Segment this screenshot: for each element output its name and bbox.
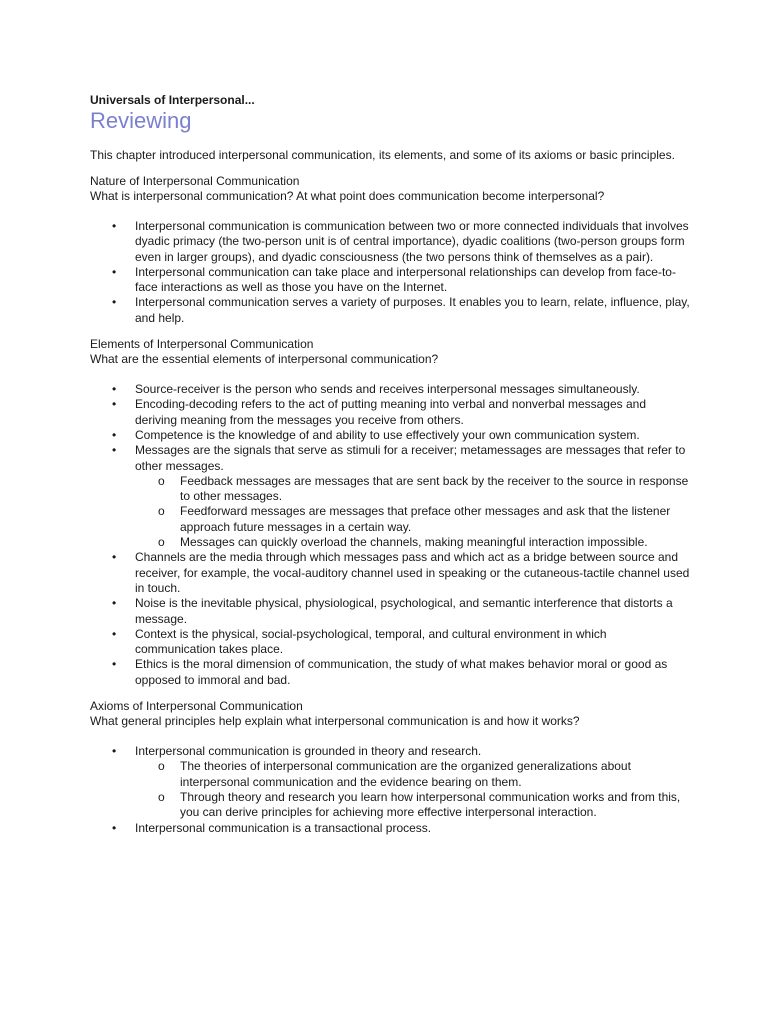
bullet-item (90, 550, 690, 596)
bullet-dot-icon: • (112, 744, 117, 759)
bullet-item (90, 397, 690, 428)
section-question: What are the essential elements of interpersonal communication? (90, 352, 439, 367)
bullet-dot-icon: • (112, 550, 117, 565)
bullet-item (90, 295, 690, 326)
bullet-text: Channels are the media through which messages pass and which act as a bridge between source and receiver, for example, the vocal-auditory channel used in speaking or the cutaneous-tactile channel used in touch. (135, 550, 690, 595)
sub-bullet-item (135, 474, 690, 505)
sub-bullet-list (135, 759, 690, 820)
bullet-item (90, 821, 690, 836)
sub-bullet-text: Feedforward messages are messages that preface other messages and ask that the listener approach future messages in a certain way. (180, 504, 671, 534)
sub-bullet-circle-icon: o (158, 473, 165, 488)
bullet-item (90, 219, 690, 265)
bullet-text: Context is the physical, social-psychological, temporal, and cultural environment in which communication takes place. (135, 626, 607, 657)
section-title: Axioms of Interpersonal Communication (90, 699, 303, 714)
sub-bullet-list (135, 474, 690, 550)
sub-bullet-circle-icon: o (158, 789, 165, 804)
bullet-text: Interpersonal communication is grounded in theory and research. (135, 744, 482, 759)
bullet-text: Interpersonal communication can take place and interpersonal relationships can develop from face-to-face interactions as well as those you have on the Internet. (135, 264, 676, 295)
bullet-dot-icon: • (112, 443, 117, 458)
bullet-list (90, 382, 690, 688)
bullet-text: Competence is the knowledge of and ability to use effectively your own communication system. (135, 427, 640, 442)
section-question: What general principles help explain what interpersonal communication is and how it works? (90, 714, 580, 729)
bullet-dot-icon: • (112, 397, 117, 412)
bullet-dot-icon: • (112, 596, 117, 611)
bullet-item (90, 443, 690, 550)
sub-bullet-item (135, 790, 690, 821)
bullet-dot-icon: • (112, 264, 117, 279)
sections-container (90, 174, 690, 836)
bullet-text: Source-receiver is the person who sends and receives interpersonal messages simultaneously. (135, 382, 640, 397)
bullet-text: Encoding-decoding refers to the act of putting meaning into verbal and nonverbal messages and deriving meaning from the messages you receive from others. (135, 397, 646, 427)
chapter-heading: Reviewing (90, 108, 192, 133)
bullet-item (90, 265, 690, 296)
section (90, 699, 690, 836)
sub-bullet-text: Feedback messages are messages that are sent back by the receiver to the source in response to other messages. (180, 473, 689, 504)
intro-paragraph: This chapter introduced interpersonal communication, its elements, and some of its axioms or basic principles. (90, 148, 675, 162)
bullet-dot-icon: • (112, 657, 117, 672)
bullet-list (90, 219, 690, 326)
sub-bullet-text: Messages can quickly overload the channels, making meaningful interaction impossible. (180, 535, 648, 550)
sub-bullet-text: Through theory and research you learn how interpersonal communication works and from this, you can derive principles for achieving more effective interpersonal interaction. (180, 789, 681, 820)
bullet-text: Messages are the signals that serve as stimuli for a receiver; metamessages are messages that refer to other messages. (135, 443, 686, 473)
bullet-dot-icon: • (112, 382, 117, 397)
bullet-item (90, 657, 690, 688)
document-content (90, 93, 690, 847)
sub-bullet-circle-icon: o (158, 759, 165, 774)
section-title: Nature of Interpersonal Communication (90, 174, 300, 188)
bullet-dot-icon: • (112, 626, 117, 641)
bullet-text: Interpersonal communication is communication between two or more connected individuals that involves dyadic primacy (the two-person unit is of central importance), dyadic coalitions (two-person groups form even in larger groups), and dyadic consciousness (the two persons think of themselves as a pair). (135, 219, 689, 264)
bullet-item (90, 627, 690, 658)
sub-bullet-item (135, 535, 690, 550)
bullet-item (90, 744, 690, 820)
bullet-text: Interpersonal communication serves a variety of purposes. It enables you to learn, relate, influence, play, and help. (135, 295, 690, 325)
sub-bullet-circle-icon: o (158, 504, 165, 519)
section-title: Elements of Interpersonal Communication (90, 337, 314, 352)
section (90, 337, 690, 688)
bullet-dot-icon: • (112, 820, 117, 835)
bullet-text: Interpersonal communication is a transactional process. (135, 820, 432, 835)
section-question: What is interpersonal communication? At what point does communication become interpersonal? (90, 189, 605, 203)
sub-bullet-item (135, 759, 690, 790)
bullet-item (90, 596, 690, 627)
section (90, 174, 690, 326)
document-title: Universals of Interpersonal... (90, 93, 255, 107)
bullet-dot-icon: • (112, 219, 117, 233)
bullet-text: Ethics is the moral dimension of communication, the study of what makes behavior moral or good as opposed to immoral and bad. (135, 657, 668, 687)
bullet-item (90, 428, 690, 443)
bullet-text: Noise is the inevitable physical, physiological, psychological, and semantic interference that distorts a message. (135, 596, 673, 626)
bullet-dot-icon: • (112, 295, 117, 310)
bullet-dot-icon: • (112, 427, 117, 442)
bullet-list (90, 744, 690, 836)
sub-bullet-item (135, 504, 690, 535)
sub-bullet-circle-icon: o (158, 535, 165, 550)
sub-bullet-text: The theories of interpersonal communication are the organized generalizations about interpersonal communication and the evidence bearing on them. (180, 759, 631, 789)
bullet-item (90, 382, 690, 397)
